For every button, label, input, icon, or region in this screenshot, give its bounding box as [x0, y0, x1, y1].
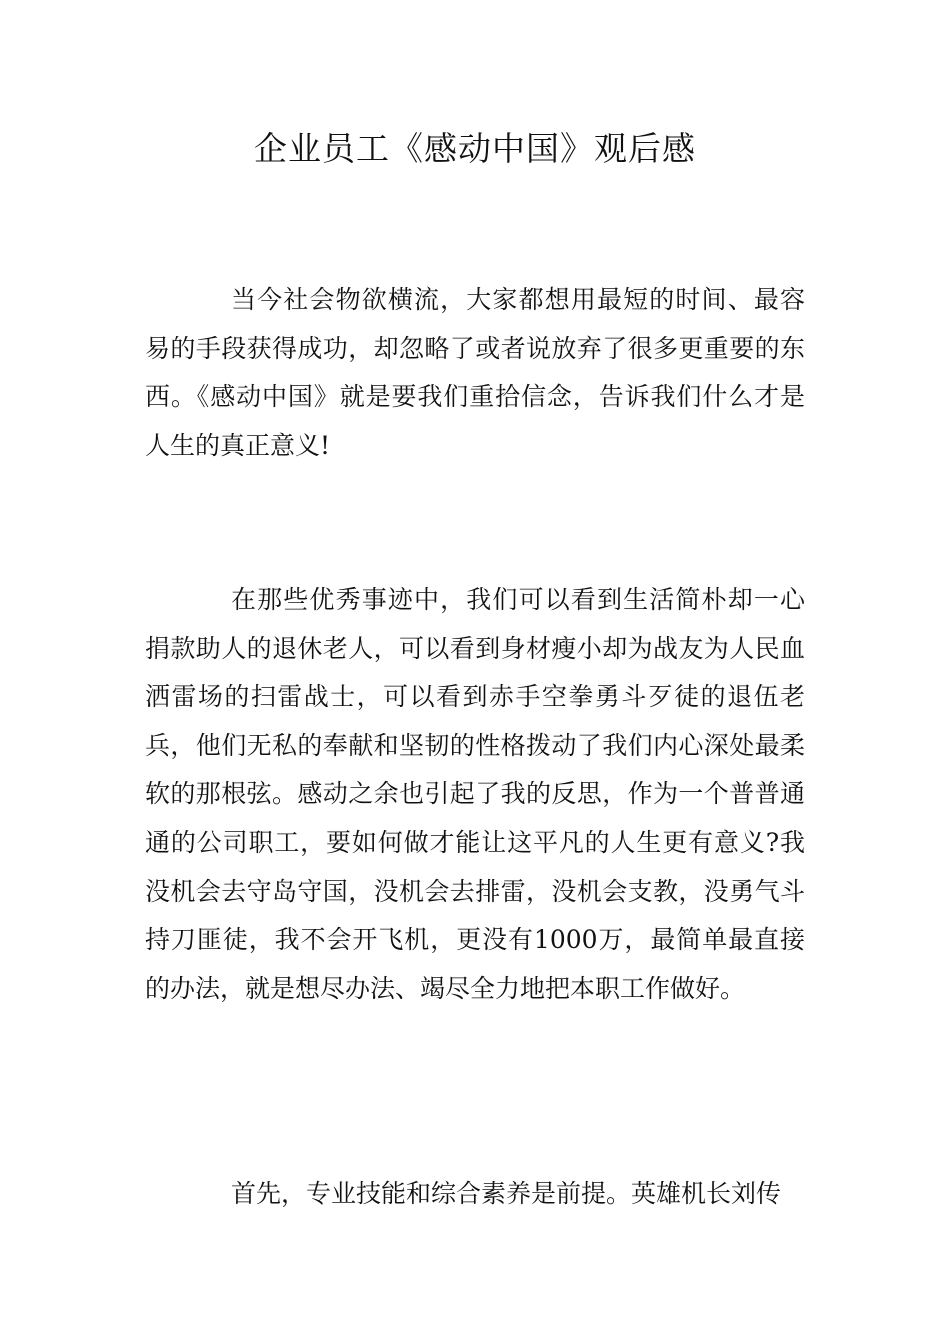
paragraph-reflection: 在那些优秀事迹中，我们可以看到生活简朴却一心捐款助人的退休老人，可以看到身材瘦小却为战友为人民血洒雷场的扫雷战士，可以看到赤手空拳勇斗歹徒的退伍老兵，他们无私的奉献和坚韧的性格拨动了我们内心深处最柔软的那根弦。感动之余也引起了我的反思，作为一个普普通通的公司职工，要如何做才能让这平凡的人生更有意义?我没机会去守岛守国，没机会去排雷，没机会支教，没勇气斗持刀匪徒，我不会开飞机，更没有1000万，最简单最直接的办法，就是想尽办法、竭尽全力地把本职工作做好。 [145, 585, 805, 1003]
paragraph-intro: 当今社会物欲横流，大家都想用最短的时间、最容易的手段获得成功，却忽略了或者说放弃了很多更重要的东西。《感动中国》就是要我们重拾信念，告诉我们什么才是人生的真正意义! [145, 285, 805, 460]
document-title: 企业员工《感动中国》观后感 [254, 129, 696, 168]
paragraph-first-point: 首先，专业技能和综合素养是前提。英雄机长刘传 [231, 1179, 782, 1208]
